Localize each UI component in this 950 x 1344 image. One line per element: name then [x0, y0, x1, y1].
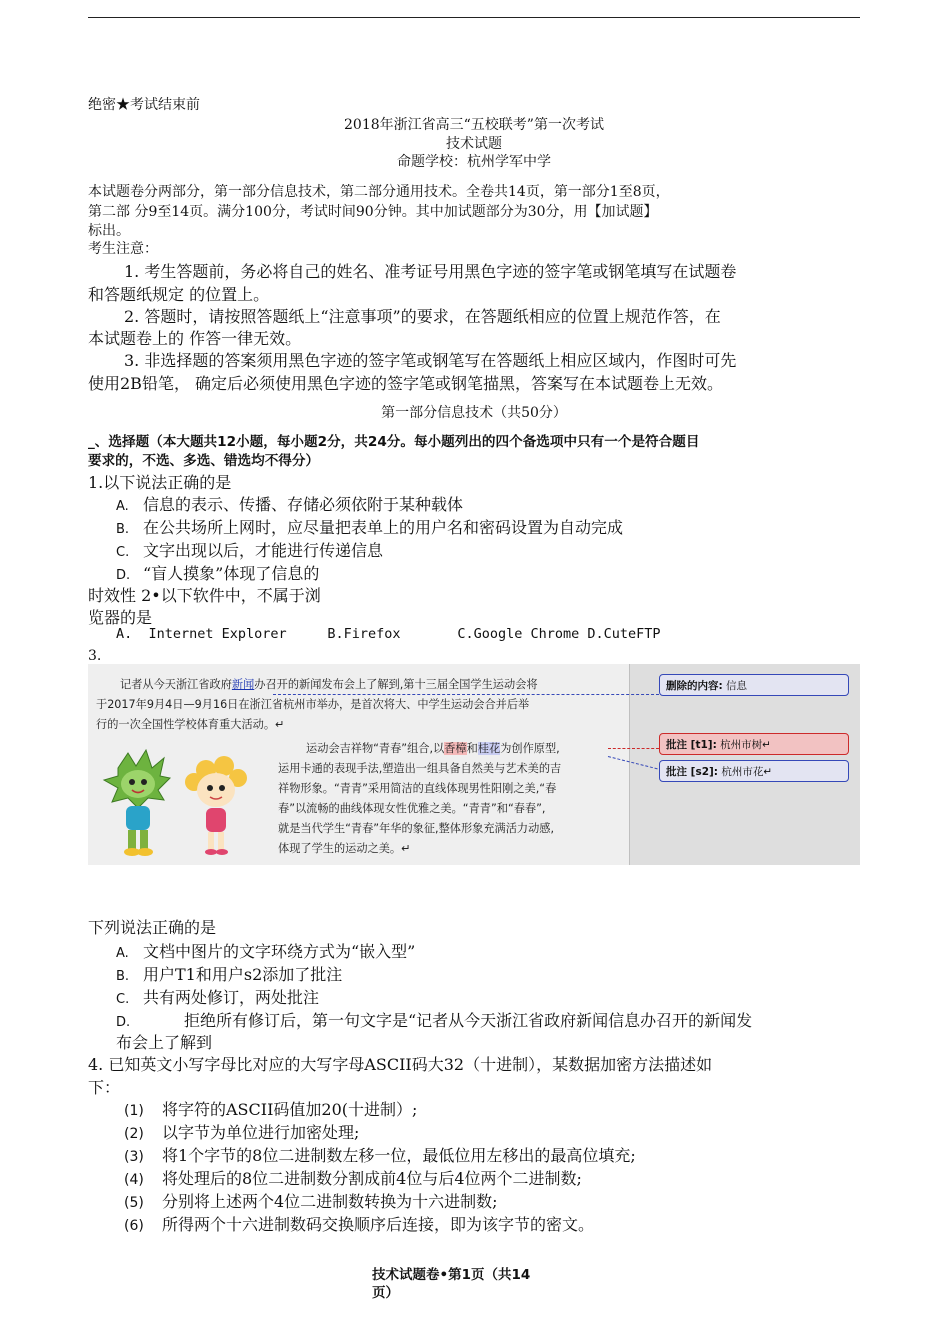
notice-item: 2. 答题时，请按照答题纸上“注意事项”的要求，在答题纸相应的位置上规范作答，在 — [124, 307, 721, 326]
exam-school: 命题学校：杭州学军中学 — [397, 154, 551, 170]
q3-option-d: D. 拒绝所有修订后，第一句文字是“记者从今天浙江省政府新闻信息办召开的新闻发 — [116, 1011, 753, 1030]
exam-title: 2018年浙江省高三“五校联考”第一次考试 — [344, 117, 604, 133]
q3-option-b: B. 用户T1和用户s2添加了批注 — [116, 965, 343, 984]
q1-option-b: B. 在公共场所上网时，应尽量把表单上的用户名和密码设置为自动完成 — [116, 518, 624, 537]
comment-deleted-content: 删除的内容: 信息 — [659, 674, 849, 696]
q4-step: (1) 将字符的ASCII码值加20(十进制）; — [124, 1100, 418, 1119]
question-4-line-2: 下： — [88, 1078, 121, 1097]
doc-para1-line1: 记者从今天浙江省政府新闻办召开的新闻发布会上了解到,第十三届全国学生运动会将 — [120, 678, 538, 691]
notice-item: 1. 考生答题前，务必将自己的姓名、准考证号用黑色字迹的签字笔或钢笔填写在试题卷 — [124, 262, 737, 281]
mascot-illustration — [98, 748, 258, 863]
deleted-link-word: 新闻 — [231, 678, 255, 691]
flower-mascot-icon — [185, 756, 247, 855]
q4-step: (5) 分别将上述两个4位二进制数转换为十六进制数; — [124, 1192, 498, 1211]
q3-option-c: C. 共有两处修订，两处批注 — [116, 988, 320, 1007]
question-3-stem: 下列说法正确的是 — [88, 918, 217, 937]
intro-line-2: 第二部 分9至14页。满分100分，考试时间90分钟。其中加试题部分为30分，用【加试题】 — [88, 204, 658, 220]
notice-item: 本试题卷上的 作答一律无效。 — [88, 329, 302, 348]
connector-comment-t1 — [608, 748, 659, 749]
highlight-guihua: 桂花 — [477, 742, 501, 755]
page-footer-line-1: 技术试题卷•第1页（共14 — [372, 1267, 531, 1283]
notice-item: 和答题纸规定 的位置上。 — [88, 285, 270, 304]
top-rule — [88, 17, 860, 18]
question-4-line-1: 4. 已知英文小写字母比对应的大写字母ASCII码大32（十进制），某数据加密方法描述如 — [88, 1055, 713, 1074]
highlight-xiangzhang: 香樟 — [444, 742, 467, 755]
doc-para1-line3: 行的一次全国性学校体育重大活动。↵ — [96, 718, 285, 731]
part-title: 第一部分信息技术（共50分） — [381, 405, 567, 421]
q4-step: (2) 以字节为单位进行加密处理; — [124, 1123, 360, 1142]
section-heading-line-1: _、选择题（本大题共12小题，每小题2分，共24分。每小题列出的四个备选项中只有一个是符合题目 — [88, 434, 700, 450]
intro-line-3: 标出。 — [88, 223, 130, 239]
intro-line-1: 本试题卷分两部分，第一部分信息技术，第二部分通用技术。全卷共14页，第一部分1至8页， — [88, 184, 670, 200]
q4-step: (6) 所得两个十六进制数码交换顺序后连接，即为该字节的密文。 — [124, 1215, 595, 1234]
q1-option-a: A. 信息的表示、传播、存储必须依附于某种载体 — [116, 495, 464, 514]
question-2-line-2: 览器的是 — [88, 608, 153, 627]
connector-deleted — [273, 694, 659, 695]
doc-para2-line1: 运动会吉祥物“青春”组合,以香樟和桂花为创作原型, — [306, 742, 560, 755]
question-2-line-1: 时效性 2•以下软件中，不属于浏 — [88, 586, 321, 605]
doc-para2-line: 就是当代学生“青春”年华的象征,整体形象充满活力动感, — [278, 822, 555, 835]
doc-para2-line: 祥物形象。“青青”采用简洁的直线体现男性阳刚之美,“春 — [278, 782, 557, 795]
comment-t1: 批注 [t1]: 杭州市树↵ — [659, 733, 849, 755]
q3-option-d-continued: 布会上了解到 — [116, 1033, 213, 1052]
question-3-number: 3. — [88, 648, 102, 664]
notice-item: 3. 非选择题的答案须用黑色字迹的签字笔或钢笔写在答题纸上相应区域内，作图时可先 — [124, 351, 737, 370]
q4-step: (3) 将1个字节的8位二进制数左移一位，最低位用左移出的最高位填充; — [124, 1146, 636, 1165]
doc-para2-line: 运用卡通的表现手法,塑造出一组具备自然美与艺术美的吉 — [278, 762, 562, 775]
q1-option-c: C. 文字出现以后，才能进行传递信息 — [116, 541, 384, 560]
doc-para2-line: 春”以流畅的曲线体现女性优雅之美。“青青”和“春春”, — [278, 802, 546, 815]
q3-option-a: A. 文档中图片的文字环绕方式为“嵌入型” — [116, 942, 416, 961]
question-1-stem: 1.以下说法正确的是 — [88, 473, 232, 492]
comment-s2: 批注 [s2]: 杭州市花↵ — [659, 760, 849, 782]
doc-para1-line2: 于2017年9月4日—9月16日在浙江省杭州市举办，是首次将大、中学生运动会合并后举 — [96, 698, 530, 711]
doc-para2-line: 体现了学生的运动之美。↵ — [278, 842, 411, 855]
q4-step: (4) 将处理后的8位二进制数分割成前4位与后4位两个二进制数; — [124, 1169, 582, 1188]
notice-item: 使用2B铅笔， 确定后必须使用黑色字迹的签字笔或钢笔描黑，答案写在本试题卷上无效。 — [88, 374, 724, 393]
exam-subtitle: 技术试题 — [446, 136, 502, 152]
green-mascot-icon — [104, 750, 170, 856]
word-document-screenshot — [88, 664, 860, 865]
q1-option-d: D. “盲人摸象”体现了信息的 — [116, 564, 320, 583]
q2-options: A. Internet Explorer B.Firefox C.Google Chrome D.CuteFTP — [116, 626, 661, 642]
page-footer-line-2: 页） — [372, 1285, 399, 1301]
notice-title: 考生注意： — [88, 241, 158, 257]
section-heading-line-2: 要求的，不选、多选、错选均不得分） — [88, 453, 320, 469]
secret-label: 绝密★考试结束前 — [88, 97, 200, 113]
